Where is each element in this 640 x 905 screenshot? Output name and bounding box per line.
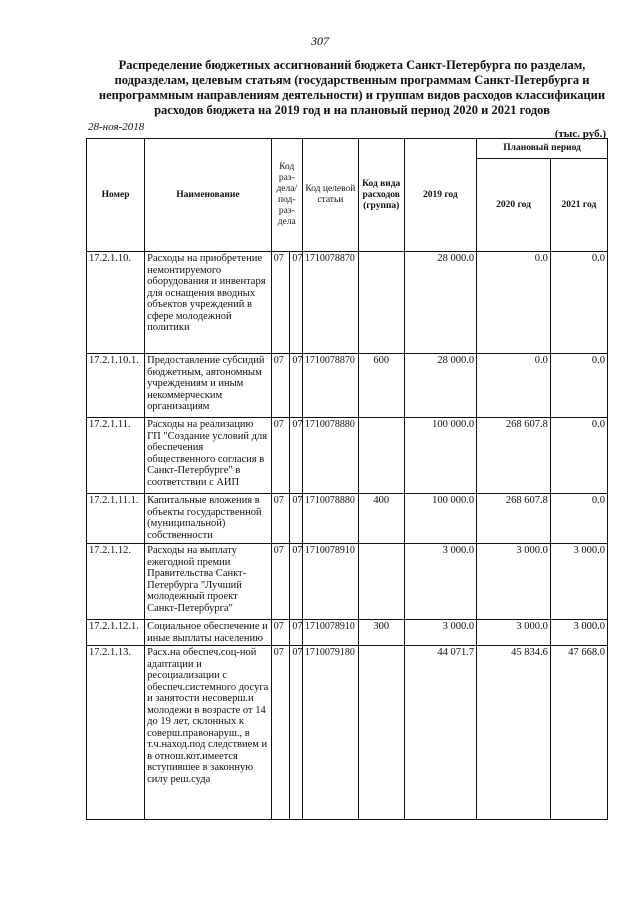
row-target-code: 1710078870 [302,252,358,354]
row-section: 07 [271,646,290,820]
table-row [87,646,608,820]
row-expense-type [358,418,404,494]
row-value-2021: 3 000.0 [550,620,607,646]
row-number: 17.2.1.10. [87,252,145,354]
row-target-code: 1710079180 [302,646,358,820]
document-title: Распределение бюджетных ассигнований бюджета Санкт-Петербурга по разделам, подразделам, целевым статьям (государственным программам Санкт-Петербурга и непрограммным направлениям деятельности) и группам видов расходов классификации расходов бюджета на 2019 год и на плановый период 2020 и 2021 годов [98,58,606,117]
table-row [87,544,608,620]
row-value-2020: 268 607.8 [477,494,551,544]
row-value-2019: 28 000.0 [404,354,477,418]
row-name: Расходы на выплату ежегодной премии Правительства Санкт-Петербурга "Лучший молодежный проект Санкт-Петербурга" [145,544,272,620]
row-number: 17.2.1.12. [87,544,145,620]
header-target: Код целевой статьи [302,139,358,252]
row-name: Расх.на обеспеч.соц-ной адаптации и ресоциализации с обеспеч.системного досуга и занятости несоверш.и молодежи в возрасте от 14 до 19 лет, склонных к соверш.правонаруш., в т.ч.наход.под следствием и в отнош.кот.имеется вступившее в законную силу реш.суда [145,646,272,820]
row-subsection: 07 [290,544,302,620]
row-value-2020: 0.0 [477,354,551,418]
row-value-2021: 47 668.0 [550,646,607,820]
row-value-2020: 268 607.8 [477,418,551,494]
row-value-2020: 45 834.6 [477,646,551,820]
row-section: 07 [271,620,290,646]
row-value-2021: 0.0 [550,354,607,418]
row-value-2021: 3 000.0 [550,544,607,620]
page-number: 307 [311,34,329,48]
row-expense-type: 400 [358,494,404,544]
document-date: 28-ноя-2018 [88,121,145,133]
row-number: 17.2.1.10.1. [87,354,145,418]
table-row [87,252,608,354]
row-value-2020: 3 000.0 [477,620,551,646]
row-subsection: 07 [290,418,302,494]
row-section: 07 [271,354,290,418]
row-name: Предоставление субсидий бюджетным, автономным учреждениям и иным некоммерческим организациям [145,354,272,418]
row-subsection: 07 [290,620,302,646]
row-value-2021: 0.0 [550,252,607,354]
row-value-2019: 3 000.0 [404,544,477,620]
header-section: Код раз-дела/ под-раз-дела [271,139,302,252]
row-value-2021: 0.0 [550,418,607,494]
row-name: Капитальные вложения в объекты государственной (муниципальной) собственности [145,494,272,544]
row-value-2021: 0.0 [550,494,607,544]
table-row [87,620,608,646]
header-expense-type: Код вида расходов (группа) [358,139,404,252]
table-row [87,494,608,544]
row-subsection: 07 [290,252,302,354]
row-expense-type [358,252,404,354]
row-subsection: 07 [290,646,302,820]
table-row [87,418,608,494]
header-number: Номер [87,139,145,252]
header-2021: 2021 год [550,159,607,252]
budget-table [86,138,608,820]
row-section: 07 [271,544,290,620]
row-value-2019: 44 071.7 [404,646,477,820]
row-target-code: 1710078910 [302,620,358,646]
row-subsection: 07 [290,354,302,418]
row-value-2019: 100 000.0 [404,494,477,544]
row-target-code: 1710078870 [302,354,358,418]
row-expense-type [358,646,404,820]
header-2019: 2019 год [404,139,477,252]
row-section: 07 [271,418,290,494]
row-value-2020: 0.0 [477,252,551,354]
row-expense-type: 600 [358,354,404,418]
row-value-2020: 3 000.0 [477,544,551,620]
row-number: 17.2.1.13. [87,646,145,820]
row-value-2019: 100 000.0 [404,418,477,494]
row-number: 17.2.1.11.1. [87,494,145,544]
header-planned: Плановый период [477,139,608,159]
row-subsection: 07 [290,494,302,544]
row-expense-type [358,544,404,620]
row-target-code: 1710078880 [302,418,358,494]
row-number: 17.2.1.12.1. [87,620,145,646]
units-label: (тыс. руб.) [554,128,606,140]
row-number: 17.2.1.11. [87,418,145,494]
row-name: Расходы на приобретение немонтируемого оборудования и инвентаря для оснащения вводных объектов учреждений в сфере молодежной политики [145,252,272,354]
row-value-2019: 3 000.0 [404,620,477,646]
row-value-2019: 28 000.0 [404,252,477,354]
row-expense-type: 300 [358,620,404,646]
header-name: Наименование [145,139,272,252]
row-section: 07 [271,252,290,354]
table-row [87,354,608,418]
row-section: 07 [271,494,290,544]
row-name: Социальное обеспечение и иные выплаты населению [145,620,272,646]
row-target-code: 1710078910 [302,544,358,620]
row-name: Расходы на реализацию ГП "Создание условий для обеспечения общественного согласия в Санкт-Петербурге" в соответствии с АИП [145,418,272,494]
row-target-code: 1710078880 [302,494,358,544]
header-2020: 2020 год [477,159,551,252]
